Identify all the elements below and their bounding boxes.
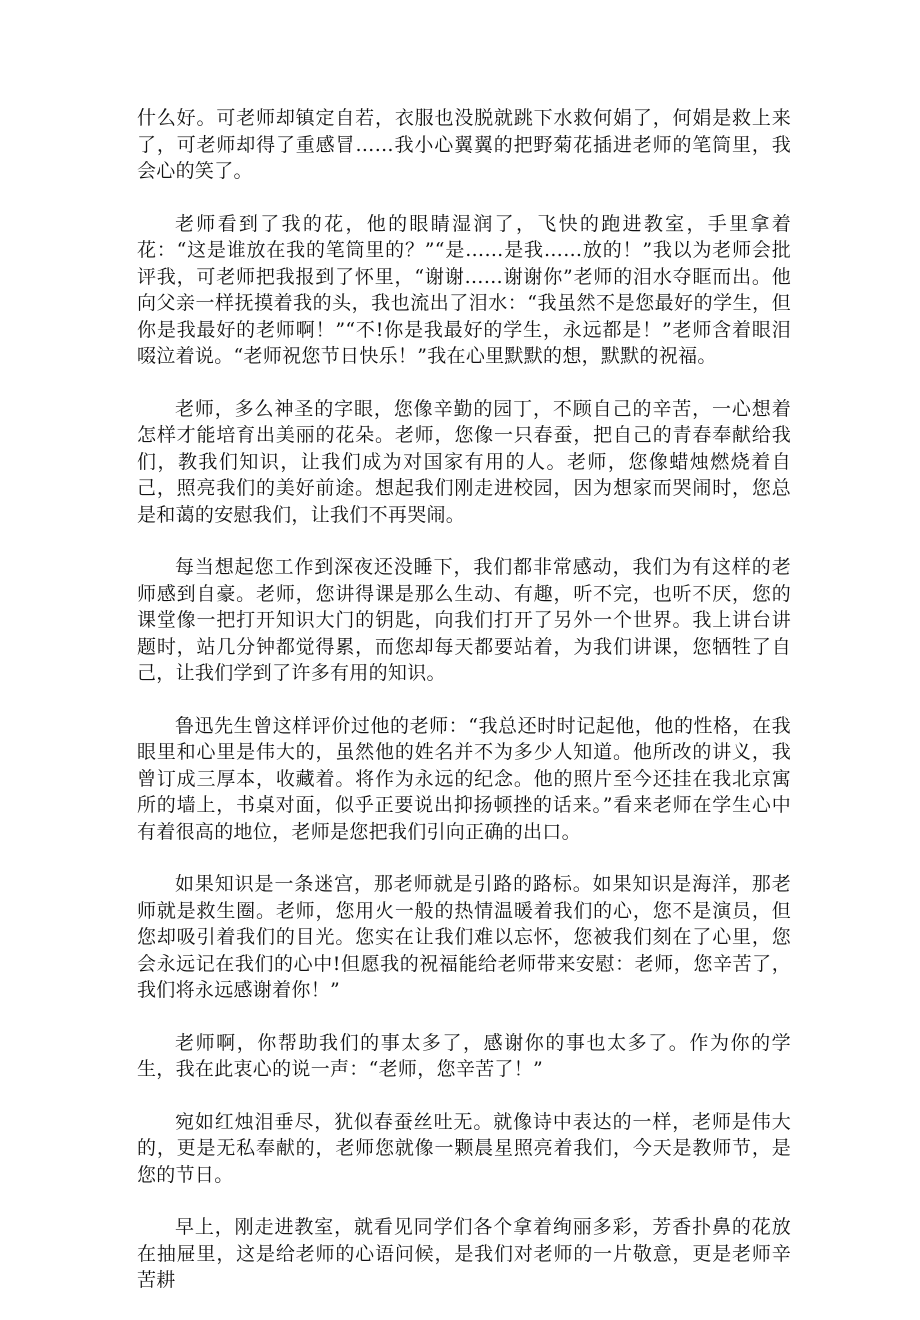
paragraph-7: 老师啊，你帮助我们的事太多了，感谢你的事也太多了。作为你的学生，我在此衷心的说一声：“老师，您辛苦了！”: [137, 1031, 791, 1080]
document-body: [137, 105, 791, 1320]
paragraph-3: 老师，多么神圣的字眼，您像辛勤的园丁，不顾自己的辛苦，一心想着怎样才能培育出美丽的花朵。老师，您像一只春蚕，把自己的青春奉献给我们，教我们知识，让我们成为对国家有用的人。老师，您像蜡烛燃烧着自己，照亮我们的美好前途。想起我们刚走进校园，因为想家而哭闹时，您总是和蔼的安慰我们，让我们不再哭闹。: [137, 397, 791, 526]
paragraph-2: 老师看到了我的花，他的眼睛湿润了，飞快的跑进教室，手里拿着花：“这是谁放在我的笔筒里的？”“是……是我……放的！”我以为老师会批评我，可老师把我报到了怀里，“谢谢……谢谢你”老师的泪水夺眶而出。他向父亲一样抚摸着我的头，我也流出了泪水：“我虽然不是您最好的学生，但你是我最好的老师啊！”“不!你是我最好的学生，永远都是！”老师含着眼泪啜泣着说。“老师祝您节日快乐！”我在心里默默的想，默默的祝福。: [137, 212, 791, 367]
paragraph-9: 早上，刚走进教室，就看见同学们各个拿着绚丽多彩，芳香扑鼻的花放在抽屉里，这是给老师的心语问候，是我们对老师的一片敬意，更是老师辛苦耕: [137, 1216, 791, 1291]
paragraph-1: 什么好。可老师却镇定自若，衣服也没脱就跳下水救何娟了，何娟是救上来了，可老师却得了重感冒……我小心翼翼的把野菊花插进老师的笔筒里，我会心的笑了。: [137, 107, 791, 182]
paragraph-4: 每当想起您工作到深夜还没睡下，我们都非常感动，我们为有这样的老师感到自豪。老师，您讲得课是那么生动、有趣，听不完，也听不厌，您的课堂像一把打开知识大门的钥匙，向我们打开了另外一个世界。我上讲台讲题时，站几分钟都觉得累，而您却每天都要站着，为我们讲课，您牺牲了自己，让我们学到了许多有用的知识。: [137, 556, 791, 684]
paragraph-5: 鲁迅先生曾这样评价过他的老师：“我总还时时记起他，他的性格，在我眼里和心里是伟大的，虽然他的姓名并不为多少人知道。他所改的讲义，我曾订成三厚本，收藏着。将作为永远的纪念。他的照片至今还挂在我北京寓所的墙上，书桌对面，似乎正要说出抑扬顿挫的话来。”看来老师在学生心中有着很高的地位，老师是您把我们引向正确的出口。: [137, 714, 791, 843]
paragraph-6: 如果知识是一条迷宫，那老师就是引路的路标。如果知识是海洋，那老师就是救生圈。老师，您用火一般的热情温暖着我们的心，您不是演员，但您却吸引着我们的目光。您实在让我们难以忘怀，您被我们刻在了心里，您会永远记在我们的心中!但愿我的祝福能给老师带来安慰：老师，您辛苦了，我们将永远感谢着你！”: [137, 873, 791, 1001]
paragraph-8: 宛如红烛泪垂尽，犹似春蚕丝吐无。就像诗中表达的一样，老师是伟大的，更是无私奉献的，老师您就像一颗晨星照亮着我们，今天是教师节，是您的节日。: [137, 1110, 791, 1186]
